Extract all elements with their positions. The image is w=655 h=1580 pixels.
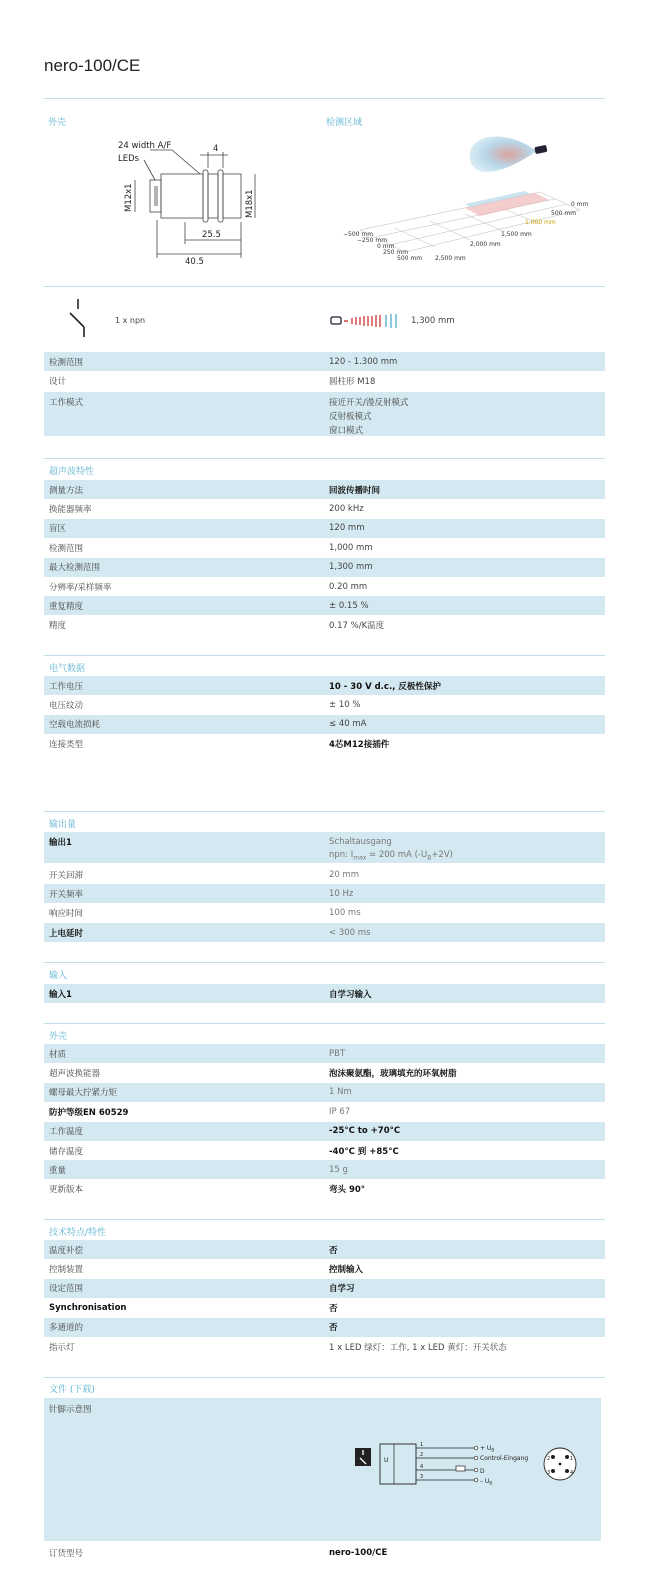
table-row (44, 1102, 605, 1121)
divider (44, 962, 605, 963)
area-500-label: 500 mm (397, 255, 423, 262)
row-key: 连接类型 (49, 739, 84, 750)
table-row (44, 1337, 605, 1356)
row-value: 自学习输入 (329, 989, 372, 1000)
table-row (44, 352, 605, 371)
output-type-text: 1 x npn (115, 316, 146, 325)
row-key: 最大检测范围 (49, 563, 101, 574)
section-title-electrical: 电气数据 (49, 664, 86, 674)
conn-pin-3: 3 (547, 1470, 551, 1476)
table-row (44, 832, 605, 863)
row-value: 10 - 30 V d.c., 反极性保护 (329, 681, 441, 692)
dim-40-5-label: 40.5 (185, 257, 204, 267)
m12-label: M12x1 (124, 183, 134, 212)
row-value: 120 - 1.300 mm (329, 356, 398, 367)
d-label: D (480, 1468, 485, 1475)
row-value: IP 67 (329, 1106, 351, 1117)
row-value: 15 g (329, 1164, 348, 1175)
row-key: 控制装置 (49, 1264, 84, 1275)
table-row (44, 1083, 605, 1102)
table-row (44, 538, 605, 557)
table-row (44, 558, 605, 577)
range-icon (330, 313, 402, 329)
divider (44, 98, 605, 99)
leds-label: LEDs (118, 154, 140, 164)
row-key: 空载电流损耗 (49, 720, 101, 731)
row-key: 设计 (49, 376, 67, 387)
table-row (44, 1279, 605, 1298)
row-key: 储存温度 (49, 1146, 84, 1157)
divider (44, 1377, 605, 1378)
row-value: 120 mm (329, 523, 365, 534)
area-250-label: 250 mm (383, 249, 409, 256)
row-key: 换能器频率 (49, 504, 92, 515)
order-key: 订货型号 (49, 1548, 84, 1559)
pin-diagram-panel (44, 1398, 601, 1541)
table-row (44, 676, 605, 695)
table-row (44, 695, 605, 714)
row-value: 反射板模式 (329, 412, 372, 422)
area-0-label: 0 mm (377, 243, 395, 250)
row-key: 响应时间 (49, 909, 84, 920)
dim-4-label: 4 (213, 144, 219, 154)
row-value: 泡沫聚氨酯，玻璃填充的环氧树脂 (329, 1068, 457, 1079)
row-value: Schaltausgang (329, 837, 392, 847)
row-value: 0.20 mm (329, 581, 368, 592)
row-key: 材质 (49, 1049, 67, 1060)
row-value: 200 kHz (329, 503, 364, 514)
section-label-housing: 外壳 (48, 118, 67, 128)
row-value: 回波传播时间 (329, 485, 381, 496)
row-value: 100 ms (329, 908, 361, 919)
row-value: PBT (329, 1048, 346, 1059)
detection-area-graphic (335, 130, 605, 275)
row-key: 更新版本 (49, 1185, 84, 1196)
area-1500mm-label: 1,500 mm (501, 231, 532, 238)
divider (44, 1023, 605, 1024)
row-key: 工作温度 (49, 1127, 84, 1138)
row-key: 指示灯 (49, 1342, 75, 1353)
divider (44, 458, 605, 459)
row-value: 1,000 mm (329, 542, 373, 553)
table-row (44, 596, 605, 615)
row-value: ± 0.15 % (329, 600, 369, 611)
m18-label: M18x1 (245, 189, 255, 218)
row-key: 盲区 (49, 524, 67, 535)
area-m250-label: −250 mm (357, 237, 388, 244)
row-value: 10 Hz (329, 888, 354, 899)
conn-pin-2: 2 (547, 1456, 551, 1462)
row-value: 接近开关/漫反射模式 (329, 398, 409, 408)
row-value: 否 (329, 1245, 338, 1256)
row-value: 0.17 %/K温度 (329, 621, 385, 632)
row-value: 自学习 (329, 1284, 355, 1295)
row-key: Synchronisation (49, 1302, 127, 1313)
table-row (44, 1240, 605, 1259)
row-value: 弯头 90° (329, 1185, 366, 1196)
row-value: < 300 ms (329, 927, 371, 938)
row-key: 输入1 (49, 989, 72, 1000)
table-row (44, 884, 605, 903)
row-value: -40°C 到 +85°C (329, 1146, 399, 1157)
row-value: 控制输入 (329, 1264, 364, 1275)
row-value: 窗口模式 (329, 426, 364, 436)
row-key: 防护等级EN 60529 (49, 1107, 129, 1118)
pin-diagram-label: 针脚示意图 (49, 1405, 92, 1415)
conn-pin-4: 4 (570, 1470, 574, 1476)
row-key: 重量 (49, 1165, 67, 1176)
row-key: 开关频率 (49, 889, 84, 900)
pin-u-label: U (384, 1457, 389, 1464)
row-key: 电压纹动 (49, 700, 84, 711)
table-row (44, 392, 605, 436)
range-text: 1,300 mm (411, 316, 455, 326)
row-key: 设定范围 (49, 1284, 84, 1295)
row-value: 1,300 mm (329, 562, 373, 573)
row-value: 4芯M12接插件 (329, 739, 390, 750)
section-title-technical: 技术特点/特性 (49, 1228, 107, 1238)
section-title-output: 输出量 (49, 820, 77, 830)
row-value: -25°C to +70°C (329, 1126, 401, 1137)
table-row (44, 865, 605, 884)
row-key: 检测范围 (49, 357, 84, 368)
row-key: 上电延时 (49, 928, 84, 939)
table-row (44, 904, 605, 923)
section-title-documents: 文件 (下载) (49, 1385, 95, 1395)
ub-minus-label: – $U_B$ (480, 1478, 493, 1486)
divider (44, 1219, 605, 1220)
order-row (44, 1543, 605, 1562)
row-value: ≤ 40 mA (329, 719, 367, 730)
row-value: ± 10 % (329, 699, 361, 710)
row-key: 输出1 (49, 838, 72, 848)
pin-num-2: 2 (420, 1452, 424, 1458)
table-row (44, 1180, 605, 1199)
table-row (44, 984, 605, 1003)
row-key: 超声波换能器 (49, 1068, 101, 1079)
section-title-input: 输入 (49, 971, 68, 981)
ub-plus-label: + $U_B$ (480, 1445, 495, 1453)
control-input-label: Control-Eingang (480, 1455, 529, 1462)
row-key: 开关回滞 (49, 870, 84, 881)
area-0mm-label: 0 mm (571, 201, 589, 208)
row-value: 否 (329, 1323, 338, 1334)
row-key: 工作模式 (49, 398, 84, 408)
section-title-ultrasonic: 超声波特性 (49, 467, 95, 477)
section-label-detection-area: 检测区域 (326, 118, 363, 128)
row-key: 螺母最大拧紧力矩 (49, 1088, 118, 1099)
area-500mm-r-label: 500 mm (551, 210, 577, 217)
row-key: 检测范围 (49, 543, 84, 554)
pin-diagram (354, 1438, 594, 1490)
divider (44, 655, 605, 656)
row-key: 分辨率/采样频率 (49, 582, 112, 593)
row-value: npn: $I_{max} = 200$ mA $(-U_B+2V)$ (329, 850, 453, 862)
table-row (44, 519, 605, 538)
table-row (44, 1063, 605, 1082)
row-key: 测量方法 (49, 485, 84, 496)
area-2000mm-label: 2,000 mm (470, 241, 501, 248)
table-row (44, 1318, 605, 1337)
pin-num-1: 1 (420, 1442, 424, 1448)
table-row (44, 577, 605, 596)
table-row (44, 715, 605, 734)
divider (44, 286, 605, 287)
area-2500mm-label: 2,500 mm (435, 255, 466, 262)
dimension-drawing (100, 130, 275, 270)
table-row (44, 1044, 605, 1063)
divider (44, 811, 605, 812)
table-row (44, 1298, 605, 1317)
pin-num-3: 3 (420, 1474, 424, 1480)
row-value: 圆柱形 M18 (329, 376, 376, 387)
row-value: 1 x LED 绿灯：工作, 1 x LED 黄灯：开关状态 (329, 1342, 507, 1353)
table-row (44, 1141, 605, 1160)
row-key: 温度补偿 (49, 1245, 84, 1256)
table-row (44, 734, 605, 753)
section-title-housing: 外壳 (49, 1032, 68, 1042)
row-value: 1 Nm (329, 1087, 352, 1098)
npn-switch-icon (64, 297, 94, 339)
row-key: 精度 (49, 621, 67, 632)
row-value: 20 mm (329, 869, 360, 880)
table-row (44, 1259, 605, 1278)
area-m500-label: −500 mm (343, 231, 374, 238)
table-row (44, 499, 605, 518)
row-key: 工作电压 (49, 681, 84, 692)
row-key: 多通道的 (49, 1323, 84, 1334)
dim-25-5-label: 25.5 (202, 230, 221, 240)
table-row (44, 616, 605, 635)
page-title: nero-100/CE (44, 56, 141, 75)
width-af-label: 24 width A/F (118, 141, 172, 151)
table-row (44, 923, 605, 942)
order-value: nero-100/CE (329, 1547, 388, 1558)
table-row (44, 480, 605, 499)
area-1000mm-label: 1,000 mm (525, 219, 556, 226)
row-key: 重复精度 (49, 601, 84, 612)
row-value: 否 (329, 1303, 338, 1314)
conn-pin-1: 1 (570, 1456, 574, 1462)
table-row (44, 1160, 605, 1179)
table-row (44, 1122, 605, 1141)
table-row (44, 371, 605, 390)
pin-num-4: 4 (420, 1464, 424, 1470)
